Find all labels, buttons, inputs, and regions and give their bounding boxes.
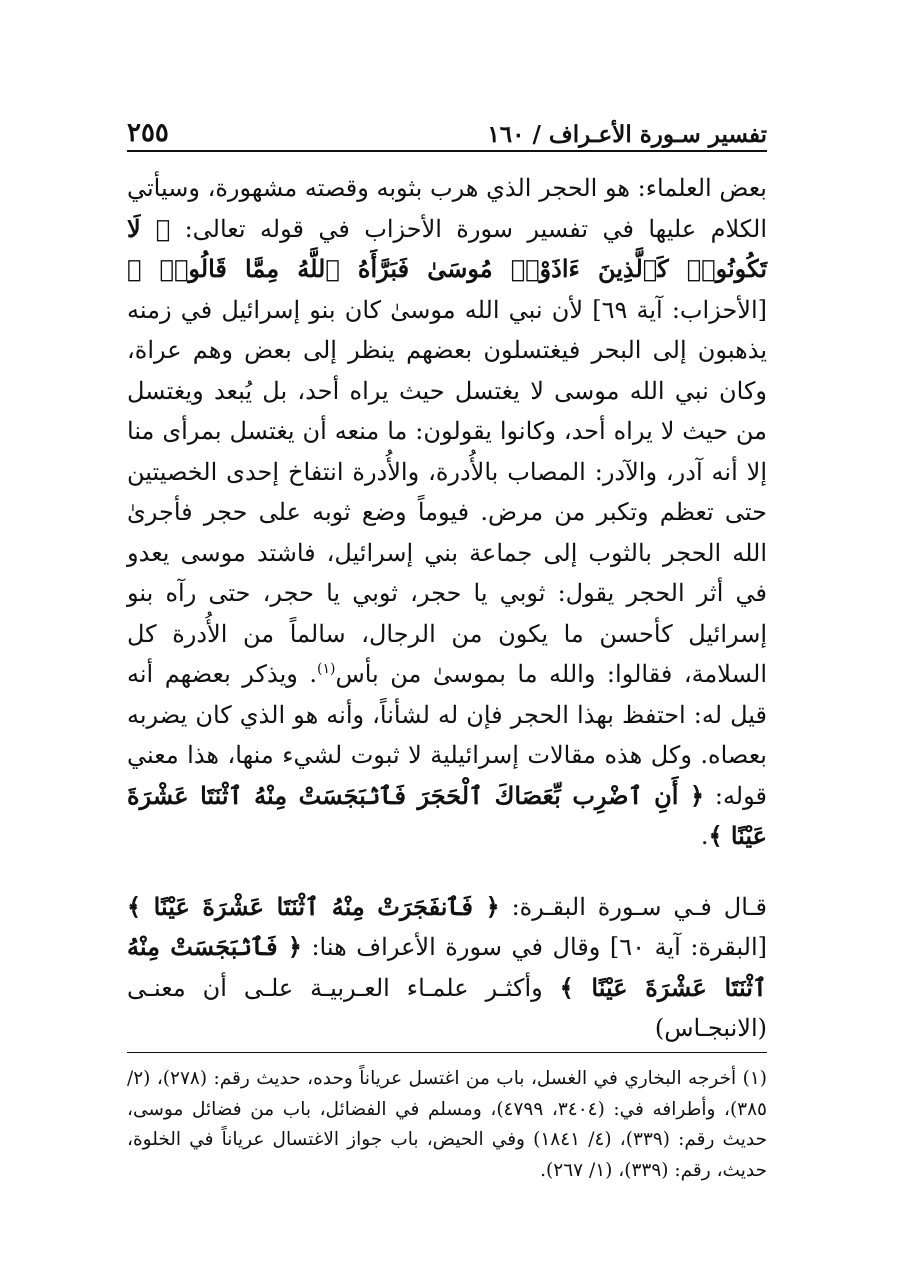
body-text	[127, 168, 767, 1049]
quran-quote: ﴿ لَا تَكُونُوا۟ كَٱلَّذِينَ ءَاذَوْا۟ مُوسَىٰ فَبَرَّأَهُ ٱللَّهُ مِمَّا قَالُوا۟ ﴾	[127, 213, 767, 283]
text-segment: وأكثـر علمـاء العـربيـة علـى أن معنـى (الانبجـاس)	[127, 973, 767, 1042]
text-segment: قـال فـي سـورة البقـرة:	[499, 892, 768, 921]
quran-quote: ﴿ فَٱنۢبَجَسَتْ مِنْهُ ٱثْنَتَا عَشْرَةَ عَيْنًا ﴾	[127, 932, 767, 1002]
paragraph-2	[127, 887, 767, 1049]
footnote-rule	[127, 1052, 767, 1053]
text-segment: [البقرة: آية ٦٠] وقال في سورة الأعراف هنا:	[301, 933, 768, 961]
text-segment: .	[700, 822, 709, 850]
page-header	[127, 112, 767, 148]
header-rule	[127, 150, 767, 152]
quran-quote: ﴿ فَٱنفَجَرَتْ مِنْهُ ٱثْنَتَا عَشْرَةَ عَيْنًا ﴾	[127, 891, 500, 921]
footnote-ref[interactable]: (١)	[316, 661, 336, 677]
quran-quote: ﴿ أَنِ ٱضْرِب بِّعَصَاكَ ٱلْحَجَرَ فَٱنۢبَجَسَتْ مِنْهُ ٱثْنَتَا عَشْرَةَ عَيْنًا ﴾	[127, 780, 767, 850]
text-segment: . ويذكر بعضهم أنه قيل له: احتفظ بهذا الحجر فإن له لشأناً، وأنه هو الذي كان يضربه بعصاه. وكل هذه مقالات إسرائيلية لا ثبوت لشيء منها، هذا معني قوله:	[127, 660, 767, 810]
paragraph-1	[127, 168, 767, 857]
text-segment: بعض العلماء: هو الحجر الذي هرب بثوبه وقصته مشهورة، وسيأتي الكلام عليها في تفسير سورة الأحزاب في قوله تعالى:	[127, 174, 767, 243]
running-title: تفسير سـورة الأعـراف / ١٦٠	[487, 121, 767, 148]
footnote-1: (١) أخرجه البخاري في الغسل، باب من اغتسل عرياناً وحده، حديث رقم: (٢٧٨)، (٢/ ٣٨٥)، وأطرافه في: (٣٤٠٤، ٤٧٩٩)، ومسلم في الفضائل، باب من فضائل موسى، حديث رقم: (٣٣٩)، (٤/ ١٨٤١) وفي الحيض، باب جواز الاغتسال عرياناً في الخلوة، حديث، رقم: (٣٣٩)، (١/ ٢٦٧).	[127, 1068, 768, 1181]
text-segment: [الأحزاب: آية ٦٩] لأن نبي الله موسىٰ كان بنو إسرائيل في زمنه يذهبون إلى البحر فيغتسلون بعضهم ينظر إلى بعض وهم عراة، وكان نبي الله موسى لا يغتسل حيث يراه أحد، بل يُبعد ويغتسل من حيث لا يراه أحد، وكانوا يقولون: ما منعه أن يغتسل بمرأى منا إلا أنه آدر، والآدر: المصاب بالأُدرة، والأُدرة انتفاخ إحدى الخصيتين حتى تعظم وتكبر من مرض. فيوماً وضع ثوبه على حجر فأجرىٰ الله الحجر بالثوب إلى جماعة بني إسرائيل، فاشتد موسى يعدو في أثر الحجر يقول: ثوبي يا حجر، ثوبي يا حجر، حتى رآه بنو إسرائيل كأحسن ما يكون من الرجال، سالماً من الأُدرة كل السلامة، فقالوا: والله ما بموسىٰ من بأس	[127, 295, 768, 688]
page-number: ٢٥٥	[127, 118, 169, 148]
